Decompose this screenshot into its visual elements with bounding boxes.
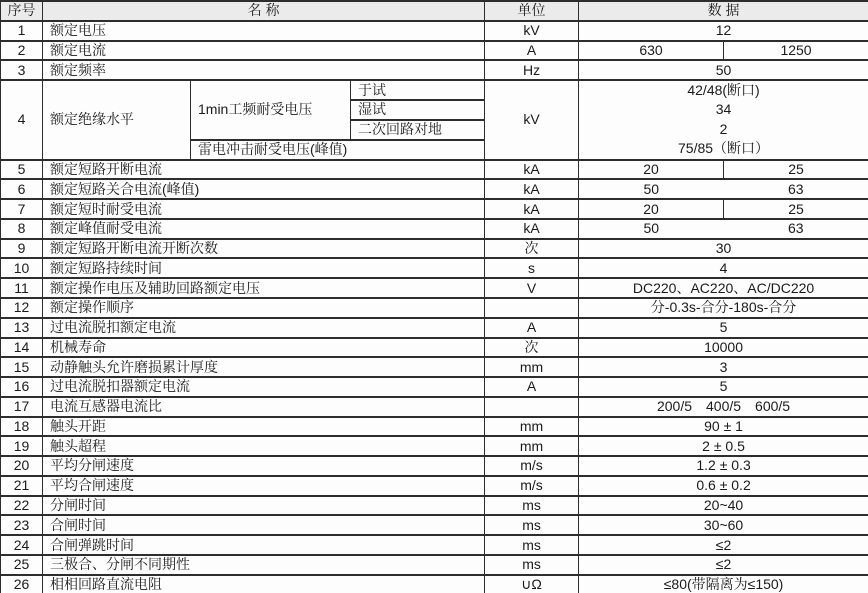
cell-unit: kA [485,219,579,239]
table-row [1,160,868,180]
cell-data: 200/5 400/5 600/5 [579,397,868,417]
cell-no: 25 [1,555,43,575]
cell-name: 过电流脱扣额定电流 [43,318,485,338]
cell-unit: mm [485,417,579,437]
cell-unit: A [485,377,579,397]
cell-data: 1.2 ± 0.3 [579,456,868,476]
cell-name: 额定绝缘水平 [43,80,191,160]
cell-name: 平均分闸速度 [43,456,485,476]
cell-unit: ms [485,535,579,555]
cell-data-left: 50 [579,179,724,199]
cell-no: 26 [1,575,43,593]
cell-name: 触头开距 [43,417,485,437]
cell-unit: kA [485,179,579,199]
table-row [1,179,868,199]
cell-unit: mm [485,436,579,456]
table-row [1,417,868,437]
cell-data-line: 75/85（断口） [678,140,770,157]
cell-name: 额定短时耐受电流 [43,199,485,219]
cell-data: 30 [579,239,868,259]
cell-unit: kV [485,21,579,41]
table-row [1,80,868,100]
cell-name: 合闸弹跳时间 [43,535,485,555]
cell-no: 18 [1,417,43,437]
cell-no: 14 [1,338,43,358]
cell-no: 15 [1,357,43,377]
cell-unit: A [485,41,579,61]
table-row [1,436,868,456]
cell-data-left: 630 [579,41,724,61]
cell-data-line: 2 [719,120,728,137]
cell-no: 6 [1,179,43,199]
table-row [1,515,868,535]
cell-name: 合闸时间 [43,515,485,535]
cell-unit: ∪Ω [485,575,579,593]
cell-name: 动静触头允许磨损累计厚度 [43,357,485,377]
cell-data-line: 34 [715,101,732,118]
cell-no: 19 [1,436,43,456]
cell-data: 2 ± 0.5 [579,436,868,456]
cell-name: 分闸时间 [43,496,485,516]
cell-no: 13 [1,318,43,338]
table-row [1,338,868,358]
cell-name: 额定短路开断电流开断次数 [43,239,485,259]
cell-no: 20 [1,456,43,476]
cell-data-line: 42/48(断口) [687,82,760,99]
cell-data-right: 63 [724,179,868,199]
header-name: 名 称 [43,1,485,21]
table-row [1,41,868,61]
cell-no: 5 [1,160,43,180]
cell-data: 0.6 ± 0.2 [579,476,868,496]
cell-no: 16 [1,377,43,397]
table-row [1,199,868,219]
cell-no: 4 [1,80,43,160]
cell-no: 10 [1,258,43,278]
cell-name: 额定短路关合电流(峰值) [43,179,485,199]
cell-unit: kV [485,80,579,160]
cell-name: 额定电压 [43,21,485,41]
cell-data-right: 25 [724,199,868,219]
cell-name: 相相回路直流电阻 [43,575,485,593]
cell-unit [485,397,579,417]
cell-data-right: 63 [724,219,868,239]
cell-unit: kA [485,199,579,219]
cell-data: 3 [579,357,868,377]
table-row [1,456,868,476]
cell-no: 7 [1,199,43,219]
cell-data: 20~40 [579,496,868,516]
cell-no: 24 [1,535,43,555]
table-row [1,377,868,397]
cell-name: 额定峰值耐受电流 [43,219,485,239]
table-row [1,258,868,278]
cell-unit: m/s [485,456,579,476]
cell-data: ≤2 [579,555,868,575]
cell-data-left: 20 [579,160,724,180]
table-row [1,555,868,575]
cell-name: 额定短路持续时间 [43,258,485,278]
cell-no: 2 [1,41,43,61]
cell-unit: ms [485,496,579,516]
cell-data: 30~60 [579,515,868,535]
cell-name: 过电流脱扣器额定电流 [43,377,485,397]
cell-name: 机械寿命 [43,338,485,358]
table-row [1,496,868,516]
cell-data: 分-0.3s-合分-180s-合分 [579,298,868,318]
cell-subgroup: 1min工频耐受电压 [191,80,351,140]
table-row [1,239,868,259]
table-row [1,476,868,496]
cell-unit: ms [485,515,579,535]
cell-data: 4 [579,258,868,278]
cell-name: 额定短路开断电流 [43,160,485,180]
table-row [1,318,868,338]
table-row [1,278,868,298]
table-row [1,60,868,80]
cell-subitem: 二次回路对地 [351,120,485,140]
cell-unit: ms [485,555,579,575]
cell-unit: V [485,278,579,298]
cell-no: 23 [1,515,43,535]
cell-no: 21 [1,476,43,496]
cell-subitem: 湿试 [351,100,485,120]
cell-data: 12 [579,21,868,41]
cell-no: 3 [1,60,43,80]
cell-unit: A [485,318,579,338]
cell-data: 5 [579,377,868,397]
table-row [1,21,868,41]
table-row [1,357,868,377]
cell-unit: 次 [485,239,579,259]
cell-data-right: 1250 [724,41,868,61]
cell-unit: kA [485,160,579,180]
cell-data: 50 [579,60,868,80]
table-row [1,535,868,555]
cell-no: 11 [1,278,43,298]
header-no: 序号 [1,1,43,21]
cell-data: ≤80(带隔离为≤150) [579,575,868,593]
header-data: 数 据 [579,1,868,21]
cell-unit: 次 [485,338,579,358]
cell-subitem: 于试 [351,80,485,100]
cell-unit: s [485,258,579,278]
cell-name: 电流互感器电流比 [43,397,485,417]
header-row [1,1,868,21]
cell-sublabel: 雷电冲击耐受电压(峰值) [191,140,485,160]
cell-data-stack [579,80,868,160]
cell-unit: m/s [485,476,579,496]
cell-no: 9 [1,239,43,259]
cell-data: 90 ± 1 [579,417,868,437]
cell-name: 触头超程 [43,436,485,456]
cell-unit: Hz [485,60,579,80]
table-row [1,219,868,239]
cell-name: 额定操作顺序 [43,298,485,318]
cell-no: 8 [1,219,43,239]
cell-data: 10000 [579,338,868,358]
cell-name: 额定电流 [43,41,485,61]
cell-data: DC220、AC220、AC/DC220 [579,278,868,298]
cell-no: 1 [1,21,43,41]
header-unit: 单位 [485,1,579,21]
cell-data: ≤2 [579,535,868,555]
table-row [1,397,868,417]
table-row [1,575,868,593]
cell-name: 额定操作电压及辅助回路额定电压 [43,278,485,298]
cell-no: 12 [1,298,43,318]
cell-name: 额定频率 [43,60,485,80]
cell-data-right: 25 [724,160,868,180]
cell-data-left: 50 [579,219,724,239]
cell-unit [485,298,579,318]
cell-no: 22 [1,496,43,516]
cell-unit: mm [485,357,579,377]
cell-no: 17 [1,397,43,417]
cell-name: 平均合闸速度 [43,476,485,496]
cell-name: 三极合、分闸不同期性 [43,555,485,575]
cell-data: 5 [579,318,868,338]
table-row [1,298,868,318]
cell-data-left: 20 [579,199,724,219]
